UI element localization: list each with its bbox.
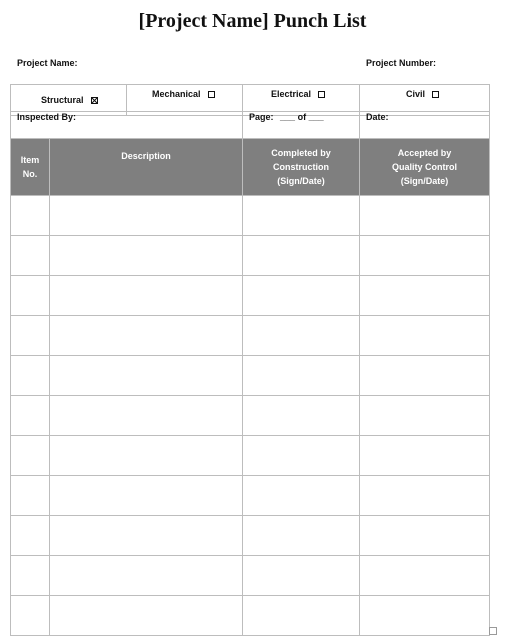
item-no-cell[interactable]: [11, 596, 50, 636]
accepted-by-cell[interactable]: [360, 196, 490, 236]
completed-by-cell[interactable]: [243, 516, 360, 556]
completed-by-cell[interactable]: [243, 316, 360, 356]
project-name-label: Project Name:: [17, 58, 78, 68]
completed-by-cell[interactable]: [243, 276, 360, 316]
description-cell[interactable]: [50, 316, 243, 356]
item-no-cell[interactable]: [11, 516, 50, 556]
completed-by-cell[interactable]: [243, 196, 360, 236]
table-header-row: [11, 139, 490, 196]
discipline-label: Electrical: [271, 89, 312, 99]
civil-checkbox[interactable]: [432, 91, 439, 98]
completed-by-cell[interactable]: [243, 596, 360, 636]
item-no-cell[interactable]: [11, 236, 50, 276]
description-cell[interactable]: [50, 516, 243, 556]
table-row: [11, 476, 490, 516]
table-row: [11, 556, 490, 596]
item-no-cell[interactable]: [11, 356, 50, 396]
table-row: [11, 436, 490, 476]
description-cell[interactable]: [50, 356, 243, 396]
completed-by-cell[interactable]: [243, 556, 360, 596]
accepted-by-cell[interactable]: [360, 556, 490, 596]
table-row: [11, 516, 490, 556]
completed-by-cell[interactable]: [243, 236, 360, 276]
punch-list-table: [10, 138, 490, 636]
page-blank: ___: [280, 112, 296, 122]
page-label: Page:: [249, 112, 274, 122]
description-cell[interactable]: [50, 276, 243, 316]
accepted-by-cell[interactable]: [360, 596, 490, 636]
inspection-table: [10, 111, 490, 139]
date-label: Date:: [366, 112, 389, 122]
item-no-cell[interactable]: [11, 196, 50, 236]
completed-by-cell[interactable]: [243, 476, 360, 516]
description-cell[interactable]: [50, 196, 243, 236]
accepted-by-cell[interactable]: [360, 236, 490, 276]
item-no-cell[interactable]: [11, 436, 50, 476]
table-row: [11, 396, 490, 436]
col-item-no: Item No.: [11, 139, 50, 196]
description-cell[interactable]: [50, 596, 243, 636]
accepted-by-cell[interactable]: [360, 316, 490, 356]
discipline-label: Civil: [406, 89, 426, 99]
mechanical-checkbox[interactable]: [208, 91, 215, 98]
description-cell[interactable]: [50, 476, 243, 516]
inspected-by-field[interactable]: [11, 112, 243, 139]
item-no-cell[interactable]: [11, 556, 50, 596]
table-row: [11, 276, 490, 316]
table-row: [11, 236, 490, 276]
accepted-by-cell[interactable]: [360, 276, 490, 316]
accepted-by-cell[interactable]: [360, 516, 490, 556]
accepted-by-cell[interactable]: [360, 476, 490, 516]
item-no-cell[interactable]: [11, 476, 50, 516]
table-row: [11, 596, 490, 636]
page-corner-marker: [489, 627, 497, 635]
description-cell[interactable]: [50, 396, 243, 436]
item-no-cell[interactable]: [11, 396, 50, 436]
description-cell[interactable]: [50, 436, 243, 476]
item-no-cell[interactable]: [11, 316, 50, 356]
accepted-by-cell[interactable]: [360, 436, 490, 476]
completed-by-cell[interactable]: [243, 436, 360, 476]
page-field[interactable]: [243, 112, 360, 139]
page-of-label: of: [297, 112, 307, 122]
description-cell[interactable]: [50, 556, 243, 596]
table-row: [11, 196, 490, 236]
col-completed-by: Completed by Construction (Sign/Date): [243, 139, 360, 196]
description-cell[interactable]: [50, 236, 243, 276]
structural-checkbox[interactable]: [91, 97, 98, 104]
date-field[interactable]: [360, 112, 490, 139]
discipline-label: Structural: [41, 95, 84, 105]
page-title: [Project Name] Punch List: [138, 10, 367, 32]
project-number-label: Project Number:: [366, 58, 437, 68]
discipline-label: Mechanical: [152, 89, 201, 99]
col-accepted-by: Accepted by Quality Control (Sign/Date): [360, 139, 490, 196]
page-blank: ___: [308, 112, 324, 122]
col-description: Description: [50, 139, 243, 196]
table-row: [11, 356, 490, 396]
table-body: [11, 196, 490, 636]
table-row: [11, 316, 490, 356]
electrical-checkbox[interactable]: [318, 91, 325, 98]
inspected-by-label: Inspected By:: [17, 112, 77, 122]
completed-by-cell[interactable]: [243, 356, 360, 396]
item-no-cell[interactable]: [11, 276, 50, 316]
completed-by-cell[interactable]: [243, 396, 360, 436]
accepted-by-cell[interactable]: [360, 396, 490, 436]
accepted-by-cell[interactable]: [360, 356, 490, 396]
